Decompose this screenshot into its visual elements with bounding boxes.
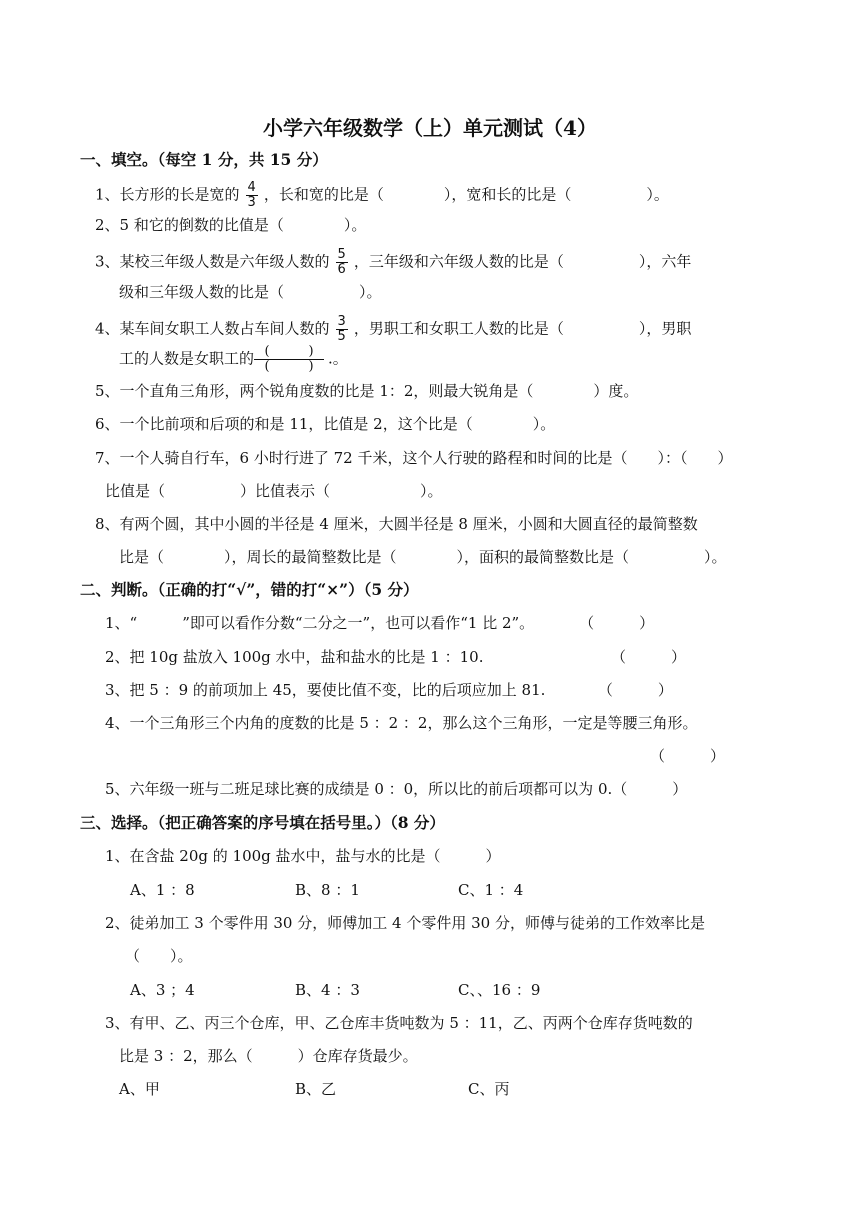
question-3-2-cont: （ ）。 [125,947,193,965]
option-a: A、1 ：8 [130,881,195,899]
fraction-denominator: 3 [247,195,256,210]
option-b: B、乙 [295,1080,337,1098]
question-text: ，长和宽的比是（ ），宽和长的比是（ ）。 [263,185,669,204]
question-1-5: 5、一个直角三角形，两个锐角度数的比是 1：2，则最大锐角是（ ）度。 [95,382,639,400]
option-b: B、8 ：1 [295,881,360,899]
question-1-7: 7、一个人骑自行车，6 小时行进了 72 千米，这个人行驶的路程和时间的比是（ ）：（ ） [95,449,733,467]
question-3-1: 1、在含盐 20g 的 100g 盐水中，盐与水的比是（ ） [105,847,501,865]
question-1-2: 2、5 和它的倒数的比值是（ ）。 [95,216,367,234]
question-1-1 [95,181,669,210]
fraction-numerator: 3 [337,314,346,329]
page-title: 小学六年级数学（上）单元测试（4） [263,116,597,140]
question-text: 3、某校三年级人数是六年级人数的 [95,252,330,271]
question-3-3-cont: 比是 3 ：2，那么（ ）仓库存货最少。 [119,1047,418,1065]
question-1-3 [95,248,691,277]
question-2-1: 1、“ ”即可以看作分数“二分之一”，也可以看作“1 比 2”。 （ ） [105,614,655,632]
question-1-4-cont [119,345,348,374]
option-a: A、3 ；4 [130,981,195,999]
question-1-7-cont: 比值是（ ）比值表示（ ）。 [105,482,443,500]
fraction-denominator: 5 [337,329,346,344]
question-text: 4、某车间女职工人数占车间人数的 [95,319,330,338]
question-2-4: 4、一个三角形三个内角的度数的比是 5 ：2 ：2，那么这个三角形，一定是等腰三角形。 [105,714,698,732]
question-text: 工的人数是女职工的 [119,349,255,368]
question-1-8: 8、有两个圆，其中小圆的半径是 4 厘米，大圆半径是 8 厘米，小圆和大圆直径的最简整数 [95,515,698,533]
question-2-2: 2、把 10g 盐放入 100g 水中，盐和盐水的比是 1 ：10. （ ） [105,648,686,666]
section-3-heading: 三、选择。（把正确答案的序号填在括号里。）（8 分） [80,813,445,832]
question-3-2: 2、徒弟加工 3 个零件用 30 分，师傅加工 4 个零件用 30 分，师傅与徒弟的工作效率比是 [105,914,705,932]
blank-numerator: ( ) [254,345,324,360]
question-2-3: 3、把 5 ：9 的前项加上 45，要使比值不变，比的后项应加上 81. （ ） [105,681,673,699]
fraction-numerator: 4 [247,180,256,195]
section-1-heading: 一、填空。（每空 1 分，共 15 分） [80,150,328,169]
question-1-8-cont: 比是（ ），周长的最简整数比是（ ），面积的最简整数比是（ ）。 [119,548,727,566]
fraction-numerator: 5 [337,247,346,262]
option-a: A、甲 [119,1080,160,1098]
blank-denominator: ( ) [264,359,314,374]
question-text: ，三年级和六年级人数的比是（ ），六年 [353,252,692,271]
question-2-4-answer-blank: （ ） [650,747,726,765]
fraction [246,181,258,210]
question-1-4 [95,315,691,344]
question-text: 1、长方形的长是宽的 [95,185,240,204]
fraction [336,248,348,277]
blank-fraction [254,345,324,374]
option-c: C、1 ：4 [458,881,524,899]
question-text: .。 [328,349,348,368]
question-2-5: 5、六年级一班与二班足球比赛的成绩是 0 ：0，所以比的前后项都可以为 0.（ ） [105,780,688,798]
option-c: C、丙 [468,1080,510,1098]
option-b: B、4 ：3 [295,981,360,999]
question-1-6: 6、一个比前项和后项的和是 11，比值是 2，这个比是（ ）。 [95,415,556,433]
question-text: ，男职工和女职工人数的比是（ ），男职 [353,319,692,338]
question-3-3: 3、有甲、乙、丙三个仓库，甲、乙仓库丰货吨数为 5 ：11，乙、丙两个仓库存货吨数的 [105,1014,693,1032]
fraction [336,315,348,344]
fraction-denominator: 6 [337,262,346,277]
section-2-heading: 二、判断。（正确的打“√”，错的打“×”）（5 分） [80,580,419,599]
question-1-3-cont: 级和三年级人数的比是（ ）。 [119,283,382,301]
option-c: C、、16 ：9 [458,981,541,999]
